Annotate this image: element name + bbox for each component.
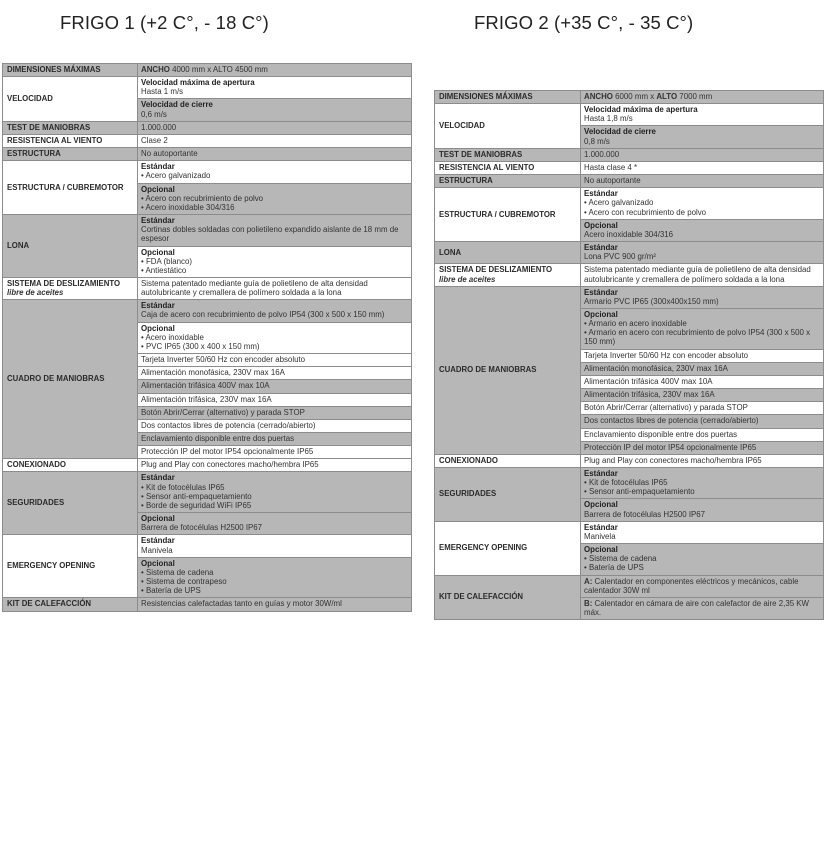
spec-value-line: Dos contactos libres de potencia (cerrado/abierto): [141, 420, 316, 430]
spec-value-cell: [138, 300, 412, 322]
frigo1-title: FRIGO 1 (+2 C°, - 18 C°): [60, 12, 269, 33]
spec-value-line: Sistema patentado mediante guía de polietileno de alta densidad autolubricante y cremallera de polímero soldada a la lona: [584, 265, 811, 284]
spec-value-line: Hasta clase 4 *: [584, 162, 638, 172]
spec-value-line: Alimentación monofásica, 230V max 16A: [584, 363, 728, 373]
spec-value-cell: [138, 354, 412, 367]
spec-value-line: 1.000.000: [141, 122, 177, 132]
spec-value-cell: [138, 99, 412, 121]
spec-value-cell: [138, 419, 412, 432]
spec-value-emphasis: ALTO: [656, 92, 678, 101]
spec-value-line: Enclavamiento disponible entre dos puertas: [141, 434, 295, 443]
spec-value-line: Barrera de fotocélulas H2500 IP67: [584, 509, 706, 519]
spec-value-heading: Velocidad de cierre: [141, 100, 213, 110]
spec-value-line: Cortinas dobles soldadas con polietileno expandido aislante de 18 mm de espesor: [141, 225, 399, 244]
spec-row: [3, 134, 412, 147]
spec-value-cell: [581, 415, 824, 428]
spec-value-cell: [138, 322, 412, 353]
spec-label-conexionado: [435, 454, 581, 467]
spec-value-line: Botón Abrir/Cerrar (alternativo) y parada STOP: [141, 407, 305, 417]
spec-value-inline: [584, 599, 809, 617]
spec-label-cuadro-de-maniobras: [435, 286, 581, 454]
spec-value-cell: [138, 367, 412, 380]
spec-label-dimensiones-maximas: [435, 91, 581, 104]
spec-label-text: SISTEMA DE DESLIZAMIENTO: [439, 265, 553, 275]
spec-value-inline: [584, 577, 798, 595]
spec-row: [3, 277, 412, 299]
spec-label-lona: [435, 242, 581, 264]
spec-value-cell: [138, 535, 412, 557]
spec-row: [435, 188, 824, 219]
spec-value-line: • PVC IP65 (300 x 400 x 150 mm): [141, 341, 260, 351]
spec-value-line: Manivela: [584, 531, 616, 541]
spec-value-line: Hasta 1,8 m/s: [584, 114, 633, 124]
spec-value-line: Alimentación trifásica 400V max 10A: [584, 376, 713, 386]
spec-row: [3, 161, 412, 183]
spec-value-line: Resistencias calefactadas tanto en guías y motor 30W/ml: [141, 599, 342, 609]
spec-label-conexionado: [3, 459, 138, 472]
spec-label-sistema-de-deslizamiento: [3, 277, 138, 299]
spec-value-line: • FDA (blanco): [141, 256, 192, 266]
frigo1-spec-table: [2, 63, 412, 612]
spec-value-cell: [138, 134, 412, 147]
spec-value-heading: Estándar: [584, 243, 618, 253]
spec-label-estructura: [3, 148, 138, 161]
spec-value-cell: [138, 513, 412, 535]
spec-value-cell: [138, 446, 412, 459]
spec-value-heading: Estándar: [141, 301, 175, 311]
spec-value-cell: [581, 597, 824, 619]
spec-value-cell: [138, 246, 412, 277]
spec-value-cell: [581, 175, 824, 188]
spec-value-cell: [581, 242, 824, 264]
spec-value-line: • Sistema de cadena: [141, 567, 214, 577]
spec-value-heading: Estándar: [584, 522, 618, 532]
spec-row: [435, 468, 824, 499]
spec-value-cell: [581, 264, 824, 286]
spec-value-line: • Sensor anti-empaquetamiento: [584, 487, 695, 497]
spec-value-cell: [138, 557, 412, 598]
spec-label-estructura-cubremotor: [435, 188, 581, 242]
spec-label-lona: [3, 215, 138, 278]
spec-value-cell: [581, 104, 824, 126]
spec-value-line: • Sistema de cadena: [584, 554, 657, 564]
spec-label-text: SEGURIDADES: [7, 498, 65, 508]
spec-value-line: Alimentación trifásica, 230V max 16A: [141, 394, 272, 404]
spec-row: [3, 535, 412, 557]
spec-row: [3, 215, 412, 246]
spec-value-cell: [581, 362, 824, 375]
spec-value-line: • Acero con recubrimiento de polvo: [584, 207, 707, 217]
spec-row: [3, 459, 412, 472]
spec-row: [435, 104, 824, 126]
spec-row: [3, 148, 412, 161]
spec-value-cell: [138, 215, 412, 246]
spec-value-cell: [581, 375, 824, 388]
spec-value-line: Protección IP del motor IP54 opcionalmente IP65: [584, 442, 757, 452]
spec-row: [435, 575, 824, 597]
frigo2-title: FRIGO 2 (+35 C°, - 35 C°): [474, 12, 694, 33]
spec-value-heading: Opcional: [584, 309, 618, 319]
spec-value-line: Hasta 1 m/s: [141, 87, 184, 97]
spec-label-text: RESISTENCIA AL VIENTO: [7, 136, 103, 145]
spec-value-heading: Estándar: [584, 189, 618, 199]
spec-value-heading: Estándar: [584, 469, 618, 478]
spec-label-subtitle: libre de aceites: [7, 288, 64, 298]
spec-label-resistencia-al-viento: [3, 134, 138, 147]
spec-label-text: ESTRUCTURA: [7, 149, 61, 159]
spec-value-cell: [138, 183, 412, 214]
spec-value-line: • Acero inoxidable 304/316: [141, 202, 235, 212]
spec-value-line: Protección IP del motor IP54 opcionalmente IP65: [141, 447, 314, 457]
spec-row: [3, 77, 412, 99]
spec-value-line: • Armario en acero inoxidable: [584, 319, 687, 329]
spec-label-text: SEGURIDADES: [439, 489, 497, 499]
spec-value-emphasis: ANCHO: [141, 65, 170, 74]
spec-value-cell: [138, 380, 412, 393]
spec-value-cell: [581, 219, 824, 241]
spec-value-cell: [138, 277, 412, 299]
spec-value-cell: [138, 161, 412, 183]
spec-value-line: • Batería de UPS: [584, 563, 644, 573]
spec-value-line: • Kit de fotocélulas IP65: [584, 478, 668, 488]
spec-label-text: VELOCIDAD: [439, 120, 485, 130]
spec-row: [3, 472, 412, 513]
spec-value-cell: [581, 148, 824, 161]
spec-label-seguridades: [3, 472, 138, 535]
spec-value-line: Plug and Play con conectores macho/hembra IP65: [584, 455, 762, 465]
spec-value-line: Acero inoxidable 304/316: [584, 229, 674, 239]
spec-value-line: Barrera de fotocélulas H2500 IP67: [141, 523, 263, 533]
spec-value-line: Alimentación monofásica, 230V max 16A: [141, 368, 285, 378]
spec-label-emergency-opening: [435, 521, 581, 575]
spec-label-text: EMERGENCY OPENING: [439, 543, 528, 553]
spec-label-estructura: [435, 175, 581, 188]
spec-value-heading: Estándar: [141, 536, 175, 546]
spec-value-line: Caja de acero con recubrimiento de polvo IP54 (300 x 500 x 150 mm): [141, 310, 385, 320]
spec-label-kit-de-calefaccion: [435, 575, 581, 620]
spec-label-dimensiones-maximas: [3, 64, 138, 77]
spec-label-sistema-de-deslizamiento: [435, 264, 581, 286]
spec-row: [435, 175, 824, 188]
spec-value-line: • Borde de seguridad WiFi IP65: [141, 500, 252, 510]
spec-value-line: • Armario en acero con recubrimiento de polvo IP54 (300 x 500 x 150 mm): [584, 328, 811, 347]
spec-value-text: Calentador en componentes eléctricos y mecánicos, cable calentador 30W ml: [584, 576, 799, 595]
spec-label-resistencia-al-viento: [435, 161, 581, 174]
spec-value-cell: [581, 286, 824, 308]
spec-value-cell: [138, 472, 412, 513]
spec-value-cell: [138, 148, 412, 161]
spec-value-text: 4000 mm x ALTO 4500 mm: [169, 65, 268, 74]
spec-label-text: ESTRUCTURA: [439, 176, 493, 186]
spec-label-velocidad: [435, 104, 581, 149]
spec-value-line: Clase 2: [141, 135, 168, 145]
spec-label-text: KIT DE CALEFACCIÓN: [439, 592, 524, 602]
spec-value-cell: [138, 77, 412, 99]
spec-value-heading: Velocidad máxima de apertura: [141, 78, 255, 88]
spec-value-line: Sistema patentado mediante guía de polietileno de alta densidad autolubricante y cremallera de polímero soldada a la lona: [141, 278, 368, 298]
spec-value-cell: [581, 468, 824, 499]
spec-value-heading: Opcional: [141, 558, 175, 568]
spec-value-heading: Opcional: [141, 247, 175, 257]
spec-value-heading: Velocidad de cierre: [584, 127, 656, 137]
spec-value-line: Alimentación trifásica 400V max 10A: [141, 381, 270, 391]
spec-value-text: 6000 mm x: [612, 92, 657, 101]
spec-value-heading: Opcional: [584, 545, 618, 555]
spec-value-heading: Velocidad máxima de apertura: [584, 105, 698, 115]
spec-value-line: Armario PVC IP65 (300x400x150 mm): [584, 296, 719, 306]
spec-value-line: • Acero con recubrimiento de polvo: [141, 193, 264, 203]
spec-value-line: Tarjeta Inverter 50/60 Hz con encoder absoluto: [141, 355, 306, 365]
spec-value-line: No autoportante: [141, 149, 198, 159]
spec-label-text: LONA: [439, 247, 462, 257]
spec-row: [435, 454, 824, 467]
spec-value-line: Alimentación trifásica, 230V max 16A: [584, 390, 715, 400]
spec-value-heading: Estándar: [141, 162, 175, 172]
spec-label-text: VELOCIDAD: [7, 93, 53, 103]
spec-value-cell: [138, 64, 412, 77]
spec-row: [3, 598, 412, 611]
spec-value-heading: Opcional: [584, 500, 618, 510]
spec-value-cell: [581, 91, 824, 104]
spec-value-line: • Kit de fotocélulas IP65: [141, 482, 225, 492]
spec-value-cell: [581, 499, 824, 521]
spec-row: [435, 286, 824, 308]
spec-row: [3, 121, 412, 134]
spec-label-text: SISTEMA DE DESLIZAMIENTO: [7, 279, 121, 289]
spec-value-line: Dos contactos libres de potencia (cerrado/abierto): [584, 416, 759, 426]
spec-value-cell: [581, 126, 824, 148]
spec-value-cell: [581, 441, 824, 454]
spec-row: [435, 264, 824, 286]
spec-value-inline: [141, 65, 268, 74]
spec-value-cell: [138, 459, 412, 472]
spec-label-text: DIMENSIONES MÁXIMAS: [439, 92, 533, 102]
spec-row: [435, 242, 824, 264]
spec-value-line: • Batería de UPS: [141, 586, 201, 596]
spec-value-cell: [138, 406, 412, 419]
spec-value-line: 1.000.000: [584, 149, 620, 159]
spec-value-text: Calentador en cámara de aire con calefactor de aire 2,35 KW máx.: [584, 598, 810, 618]
spec-value-heading: Opcional: [141, 323, 175, 333]
spec-label-test-de-maniobras: [435, 148, 581, 161]
frigo2-spec-table: [434, 90, 824, 620]
spec-label-estructura-cubremotor: [3, 161, 138, 215]
spec-value-heading: Estándar: [584, 287, 618, 297]
spec-label-text: CUADRO DE MANIOBRAS: [439, 365, 537, 375]
spec-value-line: • Acero galvanizado: [141, 171, 211, 181]
spec-value-cell: [581, 575, 824, 597]
spec-label-text: CONEXIONADO: [7, 460, 66, 470]
spec-row: [3, 300, 412, 322]
spec-label-velocidad: [3, 77, 138, 122]
spec-label-text: KIT DE CALEFACCIÓN: [7, 599, 92, 609]
spec-value-cell: [581, 389, 824, 402]
spec-label-subtitle: libre de aceites: [439, 274, 496, 284]
spec-label-text: TEST DE MANIOBRAS: [439, 149, 523, 159]
spec-value-cell: [581, 188, 824, 219]
spec-value-cell: [581, 521, 824, 543]
spec-value-line: Lona PVC 900 gr/m²: [584, 252, 656, 262]
spec-value-line: No autoportante: [584, 176, 641, 186]
spec-value-cell: [138, 393, 412, 406]
spec-label-text: RESISTENCIA AL VIENTO: [439, 163, 535, 172]
spec-value-heading: Opcional: [584, 220, 618, 230]
spec-value-heading: Opcional: [141, 514, 175, 524]
spec-value-line: • Sensor anti-empaquetamiento: [141, 491, 252, 501]
spec-value-cell: [581, 308, 824, 349]
spec-label-text: LONA: [7, 240, 30, 250]
spec-value-line: Tarjeta Inverter 50/60 Hz con encoder absoluto: [584, 350, 749, 360]
spec-label-test-de-maniobras: [3, 121, 138, 134]
spec-label-text: CUADRO DE MANIOBRAS: [7, 374, 105, 384]
spec-value-line: • Antiestático: [141, 265, 187, 275]
spec-value-cell: [581, 161, 824, 174]
spec-value-heading: Estándar: [141, 216, 175, 226]
spec-value-line: 0,6 m/s: [141, 109, 167, 119]
spec-value-cell: [138, 598, 412, 611]
spec-label-text: ESTRUCTURA / CUBREMOTOR: [7, 182, 124, 192]
spec-label-kit-de-calefaccion: [3, 598, 138, 611]
spec-row: [435, 91, 824, 104]
spec-label-text: EMERGENCY OPENING: [7, 561, 96, 571]
spec-value-emphasis: A:: [584, 576, 593, 586]
spec-value-line: Botón Abrir/Cerrar (alternativo) y parada STOP: [584, 403, 748, 413]
spec-label-text: DIMENSIONES MÁXIMAS: [7, 65, 101, 75]
spec-value-line: • Acero inoxidable: [141, 332, 204, 342]
spec-value-line: Manivela: [141, 545, 173, 555]
spec-row: [435, 148, 824, 161]
spec-label-cuadro-de-maniobras: [3, 300, 138, 459]
spec-value-heading: Opcional: [141, 184, 175, 194]
spec-value-cell: [138, 433, 412, 446]
spec-value-emphasis: ANCHO: [584, 92, 613, 101]
spec-label-text: ESTRUCTURA / CUBREMOTOR: [439, 209, 556, 219]
spec-label-text: CONEXIONADO: [439, 455, 498, 465]
spec-value-line: • Sistema de contrapeso: [141, 577, 227, 587]
spec-value-cell: [581, 349, 824, 362]
spec-value-line: • Acero galvanizado: [584, 198, 654, 208]
spec-value-line: Plug and Play con conectores macho/hembra IP65: [141, 460, 319, 470]
spec-value-inline: [584, 92, 712, 101]
spec-value-heading: Estándar: [141, 473, 175, 483]
spec-value-emphasis: B:: [584, 598, 593, 608]
spec-row: [3, 64, 412, 77]
spec-row: [435, 161, 824, 174]
spec-label-text: TEST DE MANIOBRAS: [7, 122, 91, 132]
spec-value-line: Enclavamiento disponible entre dos puertas: [584, 429, 738, 439]
spec-value-cell: [581, 428, 824, 441]
spec-value-cell: [581, 402, 824, 415]
spec-value-text: 7000 mm: [677, 92, 713, 101]
spec-row: [435, 521, 824, 543]
spec-label-emergency-opening: [3, 535, 138, 598]
spec-value-cell: [138, 121, 412, 134]
spec-label-seguridades: [435, 468, 581, 522]
spec-value-cell: [581, 454, 824, 467]
spec-value-line: 0,8 m/s: [584, 136, 610, 146]
spec-value-cell: [581, 544, 824, 575]
